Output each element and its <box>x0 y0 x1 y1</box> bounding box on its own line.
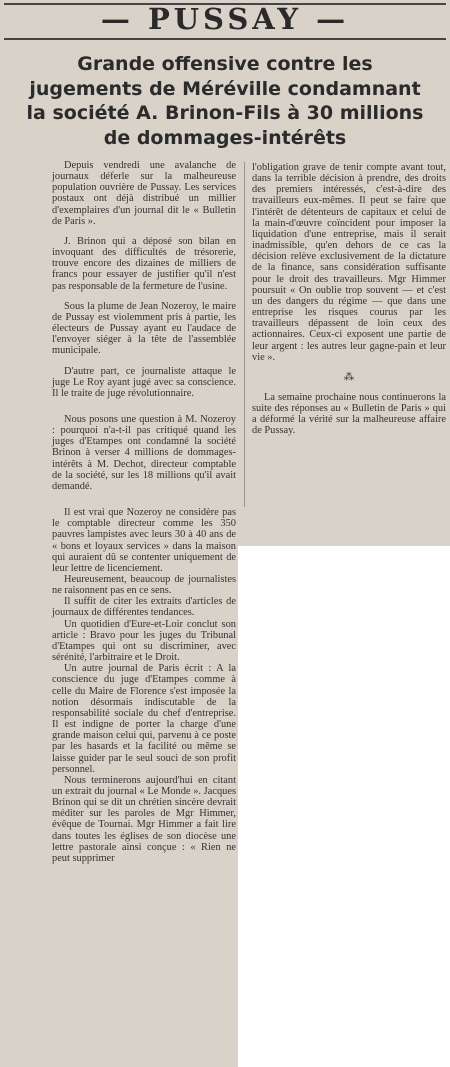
paragraph: Nous terminerons aujourd'hui en citant un extrait du journal « Le Monde ». Jacques Brinon qui se dit un chrétien sincère devrait méditer sur les paroles de Mgr Himmer, évêque de Tournai. Mgr Himmer a fait lire dans toutes les églises de son diocèse une lettre pastorale ainsi conçue : « Rien ne peut supprimer <box>52 774 236 864</box>
paragraph: Il suffit de citer les extraits d'articles de journaux de différentes tendances. <box>52 596 236 619</box>
paragraph: La semaine prochaine nous continuerons la suite des réponses au « Bulletin de Paris » qui a déformé la vérité sur la malheureuse affaire de Pussay. <box>252 391 446 437</box>
paragraph: Un autre journal de Paris écrit : A la conscience du juge d'Etampes comme à celle du Maire de Florence s'est imposée la notion désormais indiscutable de la responsabilité sociale du chef d'entreprise. Il est indigne de porter la charge d'une grande maison celui qui, parvenu à ce poste par les hasards et la facilité ou même se laisse guider par le seul souci de son profit personnel. <box>52 663 236 775</box>
paragraph: J. Brinon qui a déposé son bilan en invoquant des difficultés de trésorerie, trouve encore des dizaines de milliers de francs pour essayer de justifier qu'il n'est pas responsable de la fermeture de l'usine. <box>52 235 236 292</box>
paragraph: Heureusement, beaucoup de journalistes ne raisonnent pas en ce sens. <box>52 574 236 597</box>
headline-line: la société A. Brinon-Fils à 30 millions <box>26 102 424 124</box>
paragraph: Un quotidien d'Eure-et-Loir conclut son article : Bravo pour les juges du Tribunal d'Etampes qui ont su discriminer, avec sérénité, l'arbitraire et le Droit. <box>52 618 236 664</box>
paragraph: l'obligation grave de tenir compte avant tout, dans la terrible décision à prendre, des droits des premiers intéressés, c'est-à-dire des travailleurs eux-mêmes. Il peut se faire que l'intérêt de détenteurs de capitaux et celui de la main-d'œuvre coïncident pour imposer la liquidation d'une entreprise, mais il serait inadmissible, qu'en dehors de ce cas la décision relève exclusivement de la dictature de la finance, sans considération suffisante pour le droit des travailleurs. Mgr Himmer poursuit « On oublie trop souvent — et c'est un des dangers du régime — que dans une entreprise les risques courus par les travailleurs dépassent de loin ceux des actionnaires. Ceux-ci exposent une partie de leur argent : les autres leur gagne-pain et leur vie ». <box>252 162 446 363</box>
headline-line: Grande offensive contre les <box>77 53 373 75</box>
headline <box>14 52 436 150</box>
paragraph: Nous posons une question à M. Nozeroy : pourquoi n'a-t-il pas critiqué quand les juges d'Etampes ont condamné la société Brinon à verser 4 millions de dommages-intérêts à M. Dechot, directeur comptable de la société, sur les 18 millions qu'il avait demandé. <box>52 413 236 492</box>
masthead <box>0 0 450 38</box>
section-separator: ⁂ <box>343 371 355 383</box>
column-divider <box>244 162 245 507</box>
paragraph: Il est vrai que Nozeroy ne considère pas le comptable directeur comme les 350 pauvres lampistes avec leurs 30 à 40 ans de « bons et loyaux services » dans la maison qui auraient dû se contenter uniquement de leur lettre de licenciement. <box>52 507 236 574</box>
headline-line: jugements de Méréville condamnant <box>29 77 421 100</box>
headline-line: de dommages-intérêts <box>103 126 347 149</box>
paragraph: D'autre part, ce journaliste attaque le juge Le Roy ayant jugé avec sa conscience. Il le traite de juge révolutionnaire. <box>52 365 236 399</box>
paragraph: Sous la plume de Jean Nozeroy, le maire de Pussay est violemment pris à partie, les électeurs de Pussay ayant eu l'audace de l'envoyer siéger à la tête de l'assemblée municipale. <box>52 300 236 357</box>
masthead-title: — PUSSAY — <box>100 2 350 36</box>
article-left-column <box>52 160 236 864</box>
article-right-column <box>252 162 446 437</box>
masthead-rule <box>4 38 446 40</box>
paragraph: Depuis vendredi une avalanche de journaux déferle sur la malheureuse population ouvrière de Pussay. Les services postaux ont déjà distribué un millier d'exemplaires d'un journal dit le « Bulletin de Paris ». <box>52 160 236 227</box>
